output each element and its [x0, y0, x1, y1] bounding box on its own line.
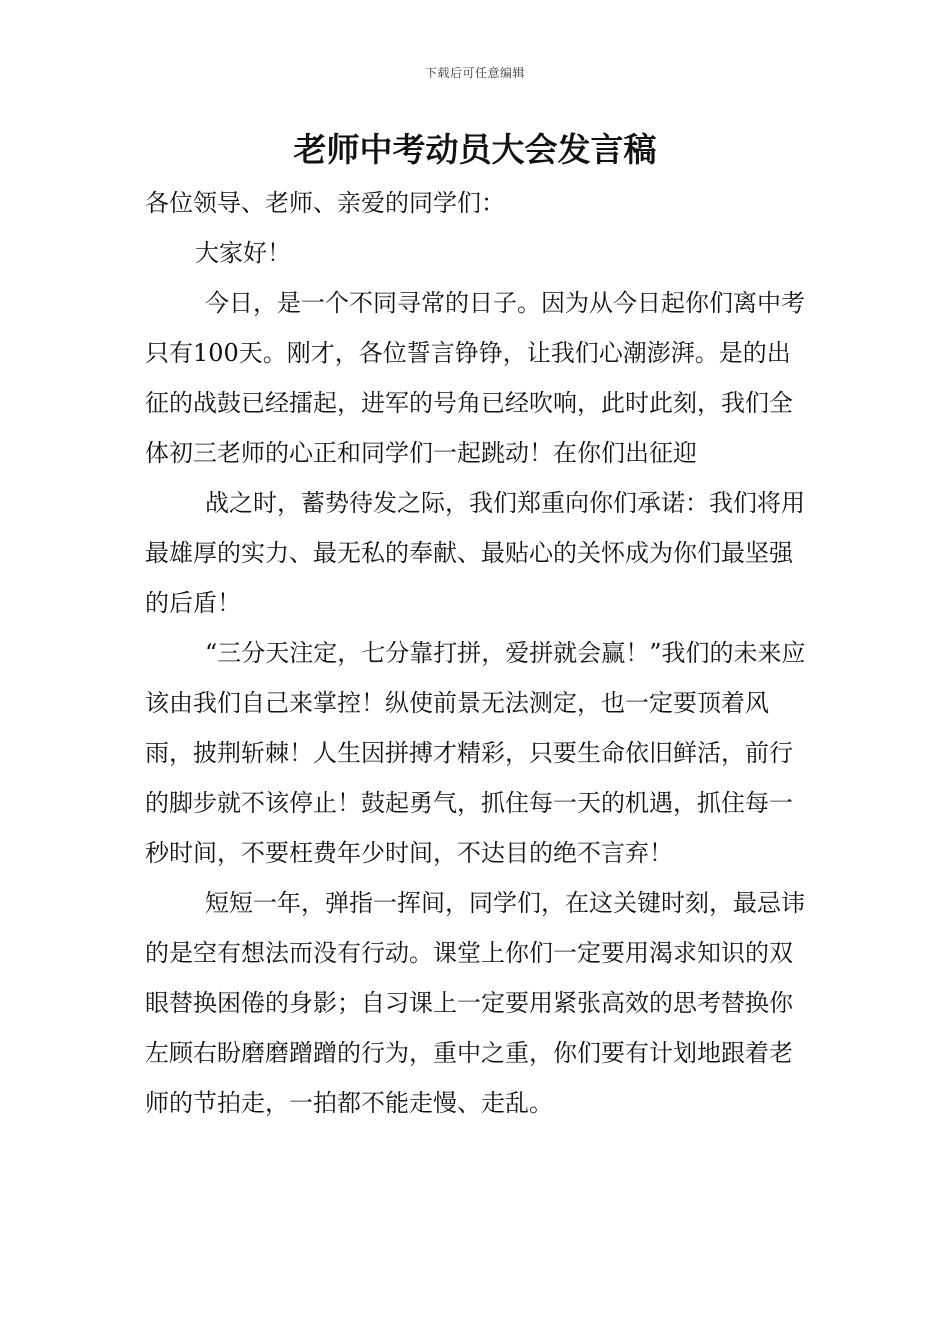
paragraph-3: “三分天注定，七分靠打拼，爱拼就会赢！”我们的未来应该由我们自己来掌控！纵使前景无法测定，也一定要顶着风雨，披荆斩棘！人生因拼搏才精彩，只要生命依旧鲜活，前行的脚步就不该停止！鼓起勇气，抓住每一天的机遇，抓住每一秒时间，不要枉费年少时间，不达目的绝不言弃！	[145, 639, 806, 867]
page-header-note: 下载后可任意编辑	[424, 66, 525, 80]
paragraph-1: 今日，是一个不同寻常的日子。因为从今日起你们离中考只有100天。刚才，各位誓言铮铮，让我们心潮澎湃。是的出征的战鼓已经擂起，进军的号角已经吹响，此时此刻，我们全体初三老师的心正和同学们一起跳动！在你们出征迎	[145, 289, 805, 467]
document-title: 老师中考动员大会发言稿	[293, 130, 657, 169]
salutation: 各位领导、老师、亲爱的同学们：	[145, 189, 505, 217]
paragraph-2: 战之时，蓄势待发之际，我们郑重向你们承诺：我们将用最雄厚的实力、最无私的奉献、最贴心的关怀成为你们最坚强的后盾！	[145, 489, 805, 617]
greeting: 大家好！	[195, 239, 291, 267]
paragraph-4: 短短一年，弹指一挥间，同学们，在这关键时刻，最忌讳的是空有想法而没有行动。课堂上你们一定要用渴求知识的双眼替换困倦的身影；自习课上一定要用紧张高效的思考替换你左顾右盼磨磨蹭蹭的行为，重中之重，你们要有计划地跟着老师的节拍走，一拍都不能走慢、走乱。	[145, 889, 805, 1117]
document-body	[145, 178, 810, 1128]
